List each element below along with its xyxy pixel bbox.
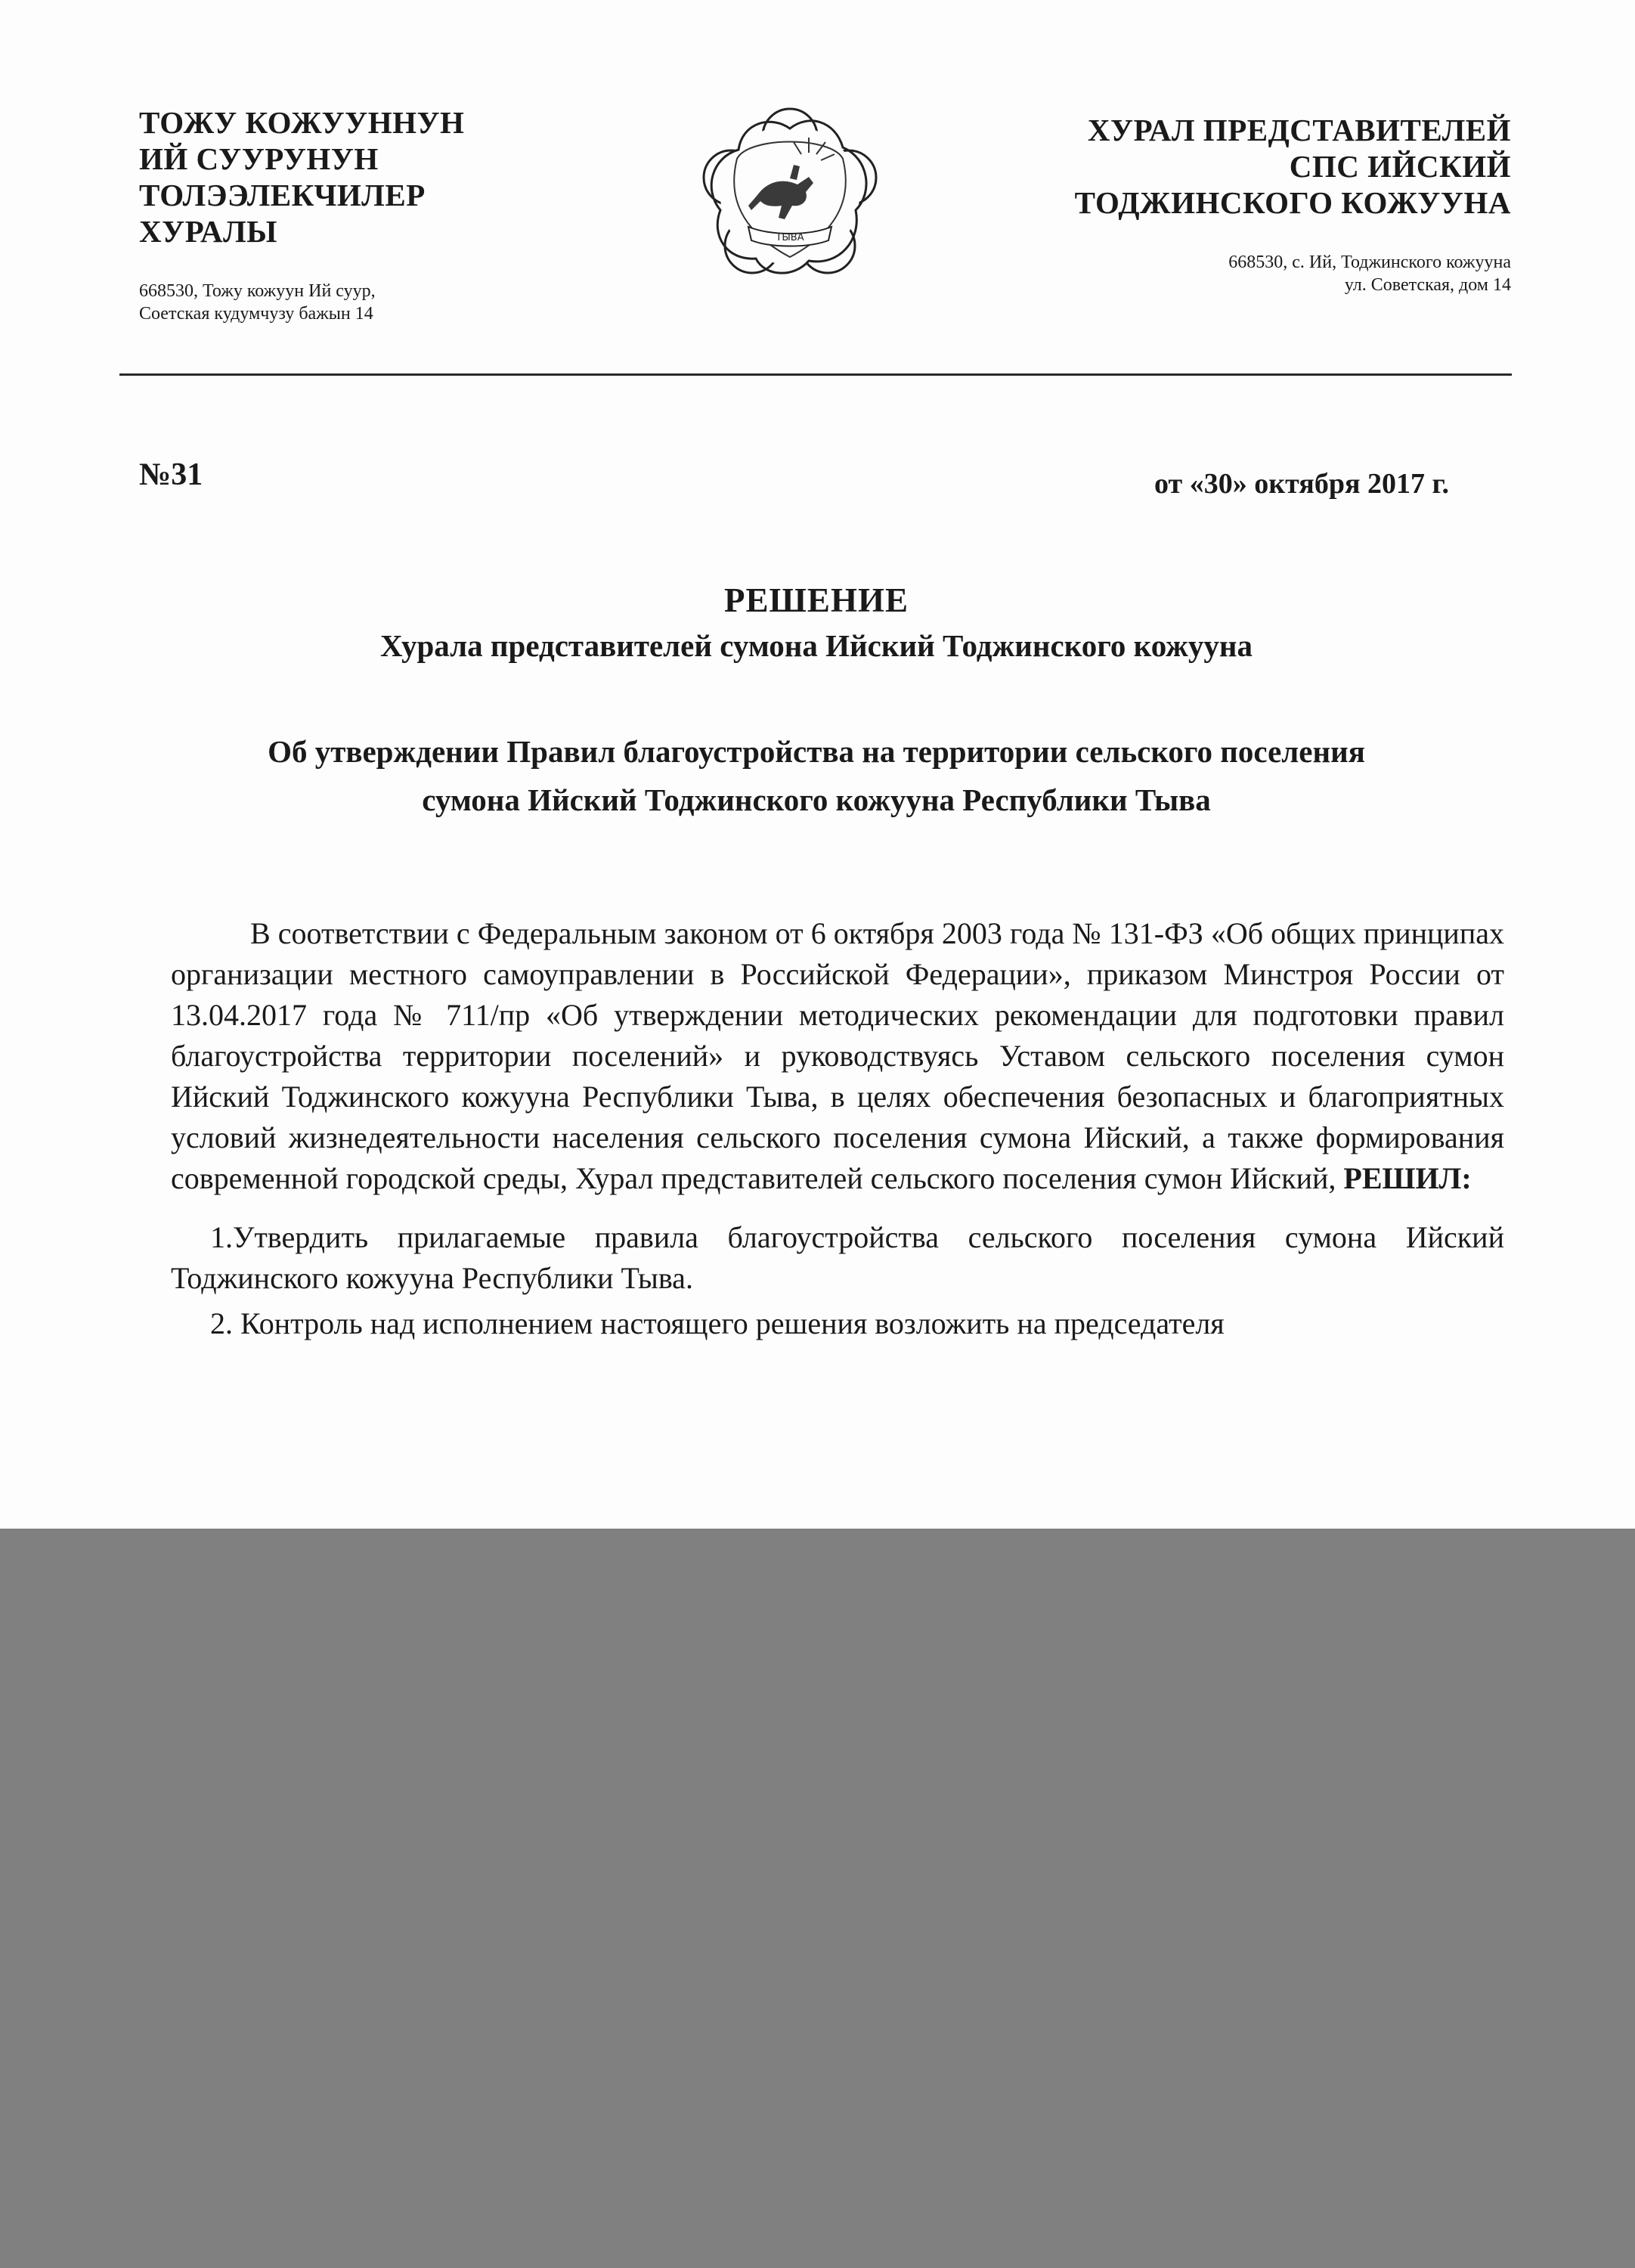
right-address [1027, 251, 1511, 296]
right-org-line-1: ХУРАЛ ПРЕДСТАВИТЕЛЕЙ [1087, 113, 1511, 147]
right-org-line-3: ТОДЖИНСКОГО КОЖУУНА [1074, 185, 1511, 220]
document-title-block [136, 578, 1497, 668]
emblem-ribbon-text: ТЫВА [776, 232, 804, 243]
document-type: РЕШЕНИЕ [724, 581, 909, 619]
left-address-line-1: 668530, Тожу кожуун Ий суур, [139, 281, 376, 301]
preamble-paragraph [171, 913, 1504, 1199]
decided-label: РЕШИЛ: [1343, 1161, 1472, 1195]
left-org-line-3: ТОЛЭЭЛЕКЧИЛЕР [139, 178, 426, 212]
header-left-block [139, 104, 532, 325]
left-org-line-2: ИЙ СУУРУНУН [139, 141, 379, 176]
right-address-line-1: 668530, с. Ий, Тоджинского кожууна [1228, 253, 1511, 272]
document-number: №31 [139, 457, 203, 492]
subject-line-1: Об утверждении Правил благоустройства на территории сельского поселения [268, 734, 1365, 769]
document-date: от «30» октября 2017 г. [1154, 468, 1449, 500]
right-address-line-2: ул. Советская, дом 14 [1344, 275, 1511, 295]
preamble-text: В соответствии с Федеральным законом от 6 октября 2003 года № 131-ФЗ «Об общих принципах организации местного самоуправлении в Российской Федерации», приказом Минстроя России от 13.04.2017 года № 711/пр «Об утверждении методических рекомендации для подготовки правил благоустройства территории поселений» и руководствуясь Уставом сельского поселения сумон Ийский Тоджинского кожууна Республики Тыва, в целях обеспечения безопасных и благоприятных условий жизнедеятельности населения сельского поселения сумона Ийский, а также формирования современной городской среды, Хурал представителей сельского поселения сумон Ийский, [171, 916, 1504, 1195]
document-subject [136, 727, 1497, 824]
document-issuer: Хурала представителей сумона Ийский Тоджинского кожууна [379, 628, 1253, 663]
left-address [139, 280, 532, 325]
left-org-line-1: ТОЖУ КОЖУУННУН [139, 105, 465, 140]
redacted-area [0, 1529, 1635, 2268]
left-address-line-2: Соетская кудумчузу бажын 14 [139, 304, 373, 324]
tuva-coat-of-arms-icon [695, 106, 884, 287]
header-divider [119, 373, 1512, 376]
document-body [171, 913, 1504, 1344]
right-org-line-2: СПС ИЙСКИЙ [1289, 149, 1511, 184]
left-org-line-4: ХУРАЛЫ [139, 214, 277, 249]
decision-item-2: 2. Контроль над исполнением настоящего решения возложить на председателя [210, 1306, 1225, 1340]
subject-line-2: сумона Ийский Тоджинского кожууна Республики Тыва [422, 782, 1211, 817]
header-right-block [1027, 112, 1511, 296]
decision-item-1: 1.Утвердить прилагаемые правила благоустройства сельского поселения сумона Ийский Тоджинского кожууна Республики Тыва. [171, 1220, 1504, 1295]
